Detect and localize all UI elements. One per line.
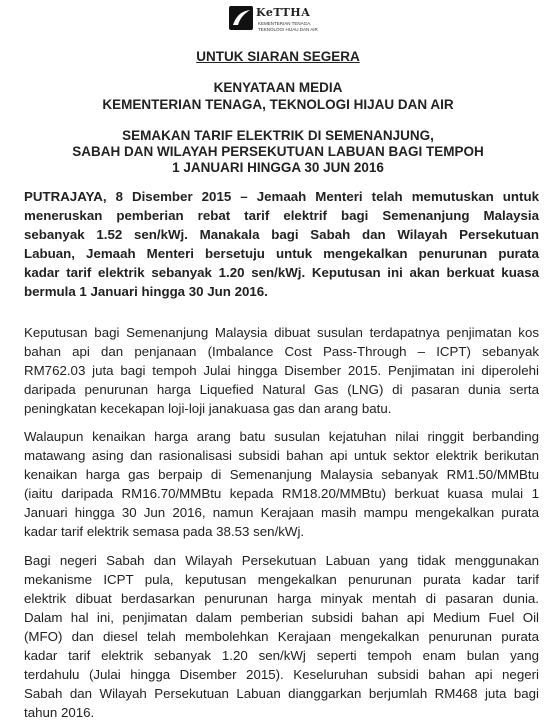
paragraph-line: kadar tarif elektrik sebanyak 1.20 sen/kWj seperti tempoh enam bulan yang — [24, 648, 539, 663]
paragraph-line: Keputusan bagi Semenanjung Malaysia dibuat susulan terdapatnya penjimatan kos — [24, 325, 539, 340]
logo-subtitle-line2: TEKNOLOGI HIJAU DAN AIR — [258, 27, 318, 32]
paragraph-line: Sabah dan Wilayah Persekutuan Labuan dianggarkan berjumlah RM468 juta bagi — [24, 686, 539, 701]
paragraph-sabah-labuan — [24, 551, 539, 722]
ministry-logo — [229, 6, 349, 36]
paragraph-line: meneruskan pemberian rebat tarif elektrif bagi Semenanjung Malaysia — [24, 208, 539, 223]
ministry-name: KEMENTERIAN TENAGA, TEKNOLOGI HIJAU DAN AIR — [102, 97, 454, 112]
paragraph-line: Bagi negeri Sabah dan Wilayah Persekutuan Labuan yang tidak menggunakan — [24, 553, 539, 568]
paragraph-line: daripada penurunan harga Liquefied Natural Gas (LNG) di pasaran dunia serta — [24, 382, 539, 397]
document-title-line: 1 JANUARI HINGGA 30 JUN 2016 — [172, 160, 384, 175]
logo-emblem-icon — [229, 6, 253, 30]
paragraph-line: elektrik dibuat berdasarkan penurunan harga minyak mentah di pasaran dunia. — [24, 591, 539, 606]
paragraph-line: kenaikan harga gas berpaip di Semenanjung Malaysia sebanyak RM1.50/MMBtu — [24, 467, 539, 482]
document-title-line: SABAH DAN WILAYAH PERSEKUTUAN LABUAN BAGI TEMPOH — [72, 144, 484, 159]
statement-type: KENYATAAN MEDIA — [213, 80, 343, 95]
paragraph-line: (MFO) dan diesel telah membolehkan Kerajaan mengekalkan penurunan purata — [24, 629, 539, 644]
paragraph-peninsular — [24, 323, 539, 418]
paragraph-line: matawang asing dan rasionalisasi subsidi bahan api untuk sektor elektrik berikutan — [24, 448, 539, 463]
paragraph-coal-gas — [24, 427, 539, 541]
paragraph-line: kadar tarif elektrik sebanyak 1.20 sen/kWj. Keputusan ini akan berkuat kuasa — [24, 265, 539, 280]
paragraph-line: terdahulu (Julai hingga Disember 2015). Keseluruhan subsidi bahan api negeri — [24, 667, 539, 682]
paragraph-line: Dalam hal ini, penjimatan dalam pemberian subsidi bahan api Medium Fuel Oil — [24, 610, 539, 625]
paragraph-line: Labuan, Jemaah Menteri bersetuju untuk mengekalkan penurunan purata — [24, 246, 539, 261]
paragraph-line: (iaitu daripada RM16.70/MMBtu kepada RM18.20/MMBtu) berkuat kuasa mulai 1 — [24, 486, 539, 501]
logo-name: KeTTHA — [256, 6, 311, 19]
paragraph-line: mekanisme ICPT pula, keputusan mengekalkan penurunan purata kadar tarif — [24, 572, 539, 587]
logo-subtitle-line1: KEMENTERIAN TENAGA, — [258, 21, 312, 26]
document-title-line: SEMAKAN TARIF ELEKTRIK DI SEMENANJUNG, — [122, 128, 434, 143]
paragraph-line: Walaupun kenaikan harga arang batu susulan kejatuhan nilai ringgit berbanding — [24, 429, 539, 444]
release-label: UNTUK SIARAN SEGERA — [196, 49, 360, 64]
paragraph-lead — [24, 187, 539, 301]
paragraph-line: peningkatan kecekapan loji-loji janakuasa gas dan arang batu. — [24, 401, 392, 416]
paragraph-line: bermula 1 Januari hingga 30 Jun 2016. — [24, 284, 268, 299]
paragraph-line: PUTRAJAYA, 8 Disember 2015 – Jemaah Menteri telah memutuskan untuk — [24, 189, 539, 204]
paragraph-line: Januari hingga 30 Jun 2016, namun Kerajaan masih mampu mengekalkan purata — [24, 505, 539, 520]
paragraph-line: bahan api dan penjanaan (Imbalance Cost Pass-Through – ICPT) sebanyak — [24, 344, 539, 359]
paragraph-line: RM762.03 juta bagi tempoh Julai hingga Disember 2015. Penjimatan ini diperolehi — [24, 363, 539, 378]
paragraph-line: tahun 2016. — [24, 705, 95, 720]
paragraph-line: sebanyak 1.52 sen/kWj. Manakala bagi Sabah dan Wilayah Persekutuan — [24, 227, 539, 242]
paragraph-line: kadar tarif elektrik semasa pada 38.53 sen/kWj. — [24, 524, 305, 539]
